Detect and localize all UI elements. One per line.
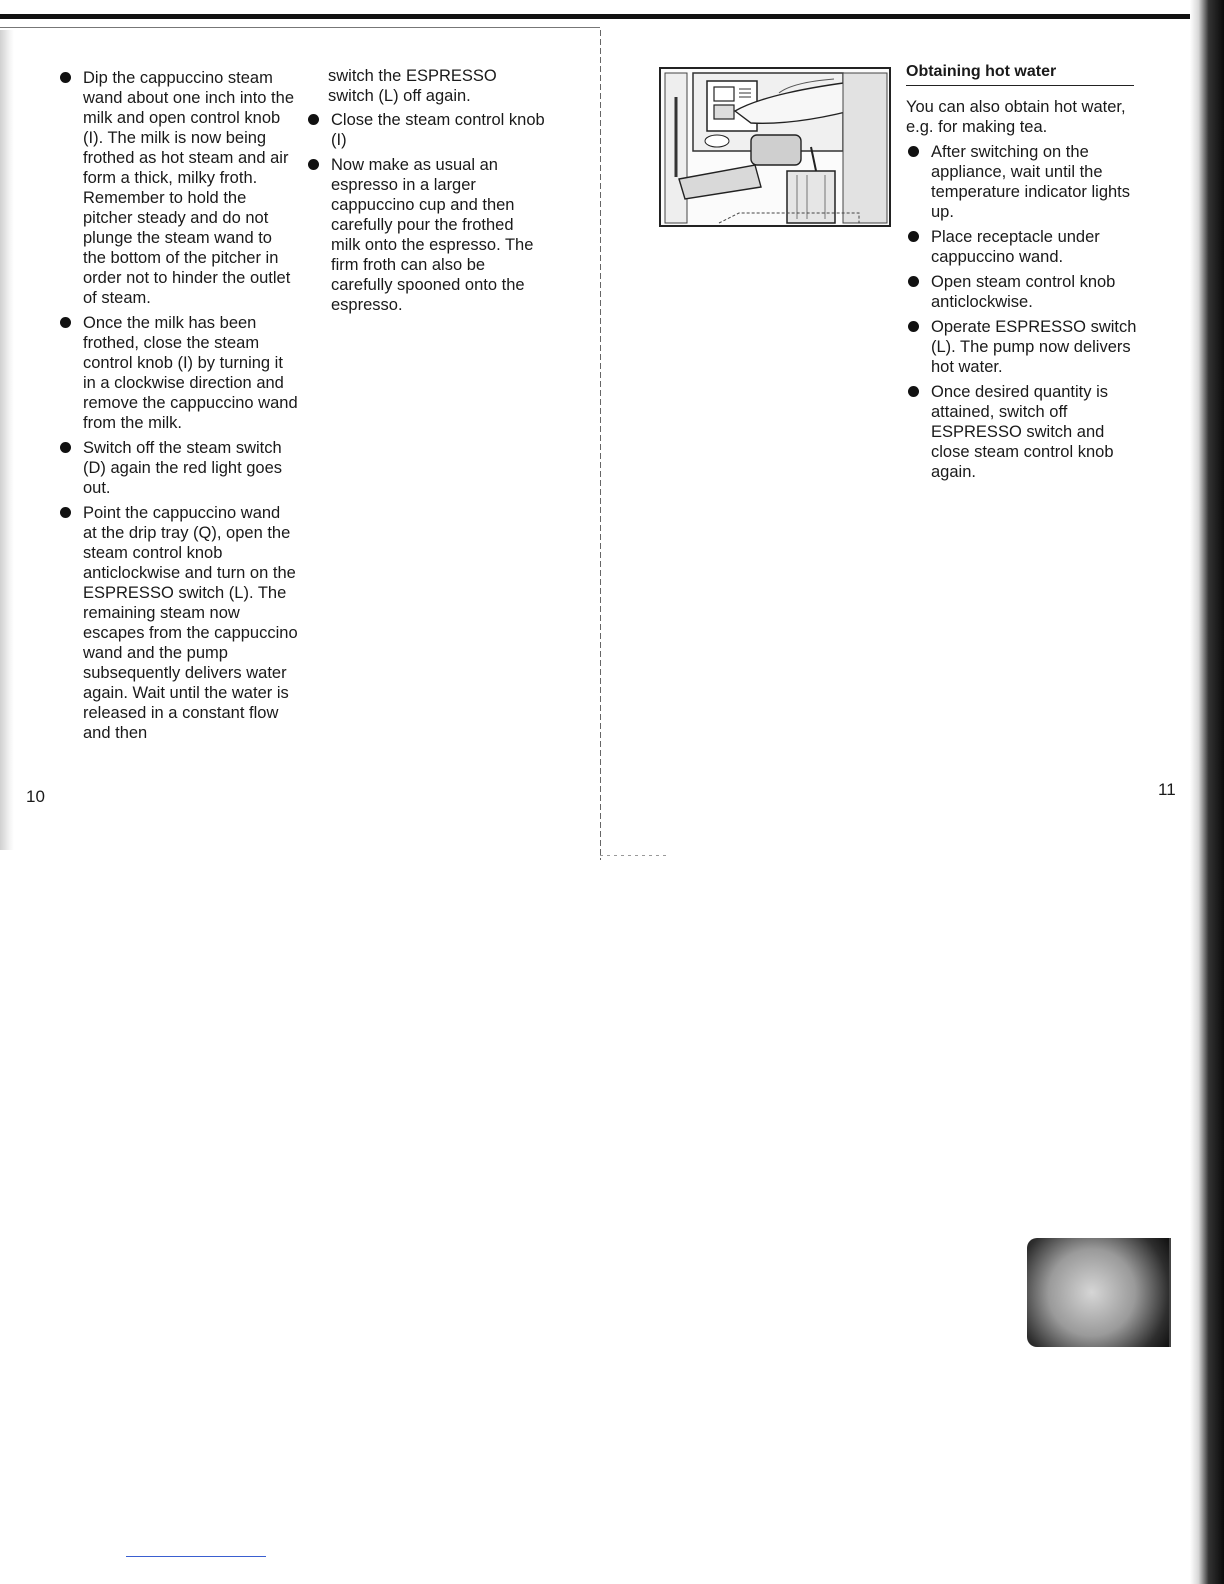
bullet-icon <box>908 146 919 157</box>
right-page-column <box>906 62 1146 487</box>
bullet-icon <box>908 231 919 242</box>
left-page-column-1 <box>58 68 298 748</box>
section-heading: Obtaining hot water <box>906 62 1134 86</box>
intro-text: You can also obtain hot water, e.g. for making tea. <box>906 98 1126 136</box>
list-item: Point the cappuccino wand at the drip tray (Q), open the steam control knob anticlockwise and turn on the ESPRESSO switch (L). The remaining steam now escapes from the cappuccino wand and the pump subsequently delivers water again. Wait until the water is released in a constant flow and then <box>58 503 298 743</box>
list-item: Place receptacle under cappuccino wand. <box>906 227 1146 267</box>
list-item: Operate ESPRESSO switch (L). The pump now delivers hot water. <box>906 317 1146 377</box>
scan-edge-right <box>1190 0 1224 1584</box>
list-item: Dip the cappuccino steam wand about one inch into the milk and open control knob (I). The milk is now being frothed as hot steam and air form a thick, milky froth. Remember to hold the pitcher steady and do not plunge the steam wand to the bottom of the pitcher in order not to hinder the outlet of steam. <box>58 68 298 308</box>
instruction-list <box>906 142 1146 482</box>
list-item: Once the milk has been frothed, close the steam control knob (I) by turning it in a clockwise direction and remove the cappuccino wand from the milk. <box>58 313 298 433</box>
list-item: Now make as usual an espresso in a larger cappuccino cup and then carefully pour the frothed milk onto the espresso. The firm froth can also be carefully spooned onto the espresso. <box>306 155 546 315</box>
bullet-icon <box>60 442 71 453</box>
continuation-text: switch the ESPRESSO switch (L) off again. <box>328 67 497 105</box>
bullet-icon <box>60 317 71 328</box>
bullet-icon <box>60 507 71 518</box>
espresso-machine-illustration <box>659 67 891 227</box>
fold-bottom-mark <box>600 855 670 856</box>
top-rule <box>0 14 1200 19</box>
footer-link-line <box>126 1556 266 1557</box>
instruction-list <box>58 68 298 743</box>
bullet-icon <box>308 159 319 170</box>
list-item: Once desired quantity is attained, switch off ESPRESSO switch and close steam control knob again. <box>906 382 1146 482</box>
center-fold <box>600 30 601 860</box>
instruction-list <box>306 110 546 315</box>
bullet-icon <box>308 114 319 125</box>
thumb-index-tab <box>1027 1238 1171 1347</box>
scan-edge-left <box>0 30 14 850</box>
list-item: Close the steam control knob (I) <box>306 110 546 150</box>
page-number-left: 10 <box>26 787 45 806</box>
page-number-right: 11 <box>1158 780 1176 799</box>
bullet-icon <box>908 386 919 397</box>
bullet-icon <box>908 321 919 332</box>
bullet-icon <box>60 72 71 83</box>
list-item: After switching on the appliance, wait until the temperature indicator lights up. <box>906 142 1146 222</box>
list-item: Switch off the steam switch (D) again the red light goes out. <box>58 438 298 498</box>
bullet-icon <box>908 276 919 287</box>
list-item: Open steam control knob anticlockwise. <box>906 272 1146 312</box>
left-page-column-2 <box>306 66 546 320</box>
top-rule-thin <box>0 27 600 28</box>
